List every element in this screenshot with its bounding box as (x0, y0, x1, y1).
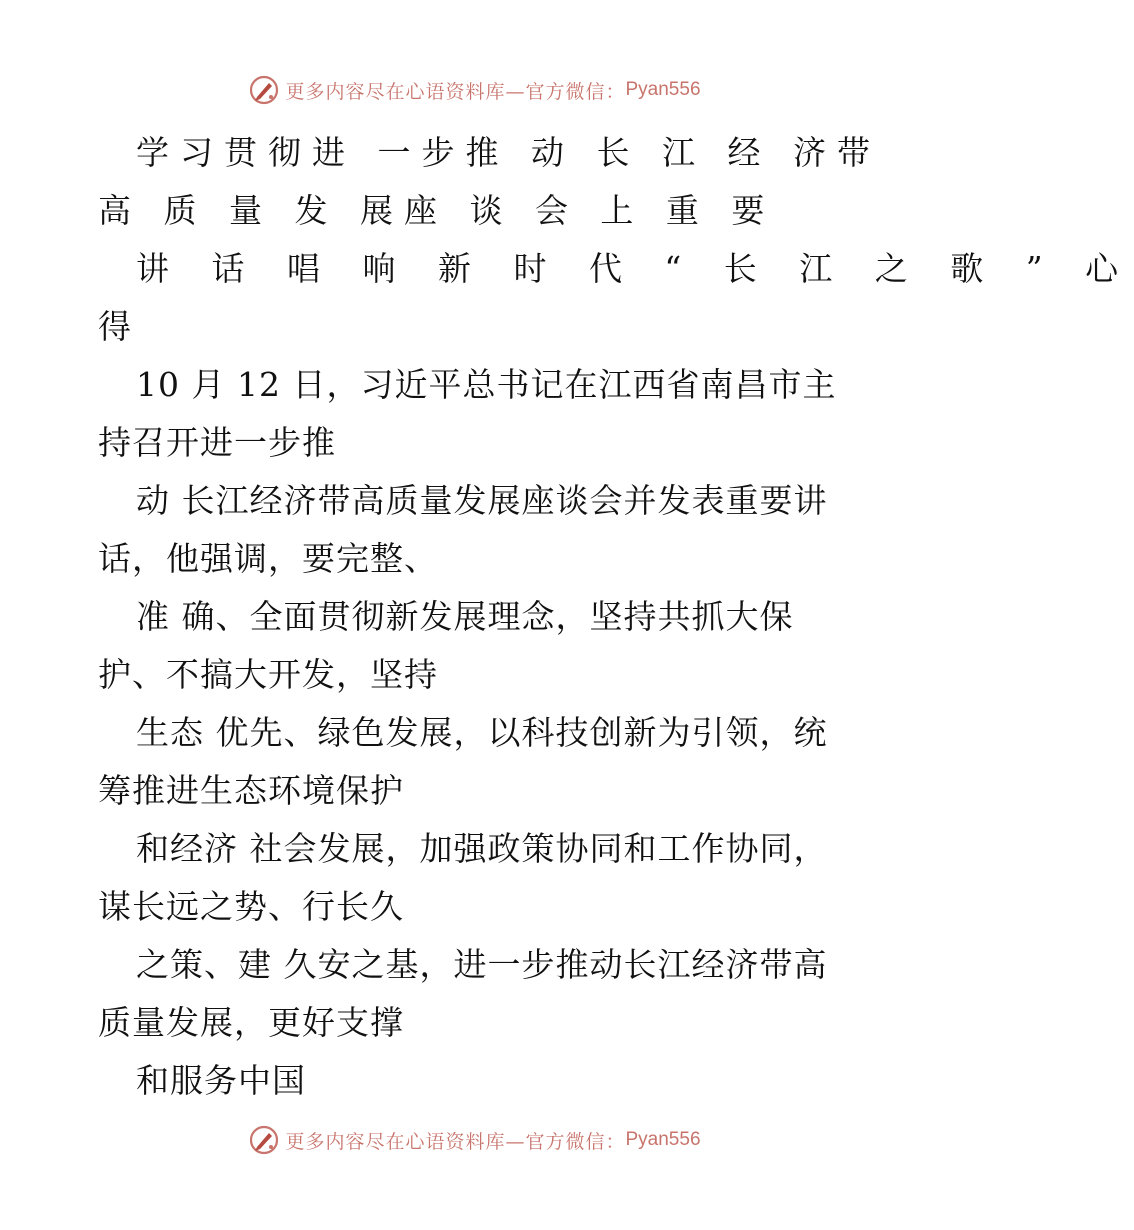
paragraph-line: 10 月 12 日，习近平总书记在江西省南昌市主 (136, 365, 837, 404)
pen-logo-icon (249, 1125, 279, 1155)
banner-text: 更多内容尽在心语资料库—官方微信： (285, 1130, 626, 1153)
paragraph-line: 之策、建 久安之基，进一步推动长江经济带高 (136, 945, 828, 984)
paragraph-line: 质量发展，更好支撑 (98, 1003, 404, 1042)
header-banner (0, 70, 950, 110)
paragraph-line: 谋长远之势、行长久 (98, 887, 404, 926)
banner-wechat-id: Pyan556 (625, 79, 701, 100)
paragraph-line: 筹推进生态环境保护 (98, 771, 404, 810)
paragraph-line: 持召开进一步推 (98, 423, 336, 462)
paragraph-line: 护、不搞大开发，坚持 (98, 655, 438, 694)
paragraph-line: 和经济 社会发展，加强政策协同和工作协同， (136, 829, 828, 868)
title-line-1: 学习贯彻进 一步推 动 长 江 经 济带 (136, 133, 881, 172)
document-body (98, 124, 1134, 1110)
title-line-2: 高 质 量 发 展座 谈 会 上 重 要 (98, 191, 776, 230)
paragraph-line: 话，他强调，要完整、 (98, 539, 438, 578)
banner-wechat-id: Pyan556 (625, 1129, 701, 1150)
footer-banner (0, 1120, 950, 1160)
paragraph-line: 准 确、全面贯彻新发展理念，坚持共抓大保 (136, 597, 794, 636)
paragraph-line: 和服务中国 (136, 1061, 306, 1100)
title-line-4: 得 (98, 307, 142, 346)
banner-text: 更多内容尽在心语资料库—官方微信： (285, 80, 626, 103)
paragraph-line: 动 长江经济带高质量发展座谈会并发表重要讲 (136, 481, 828, 520)
title-line-3: 讲 话 唱 响 新 时 代 “ 长 江 之 歌 ” 心 (136, 249, 1134, 288)
pen-logo-icon (249, 75, 279, 105)
paragraph-line: 生态 优先、绿色发展，以科技创新为引领，统 (136, 713, 828, 752)
